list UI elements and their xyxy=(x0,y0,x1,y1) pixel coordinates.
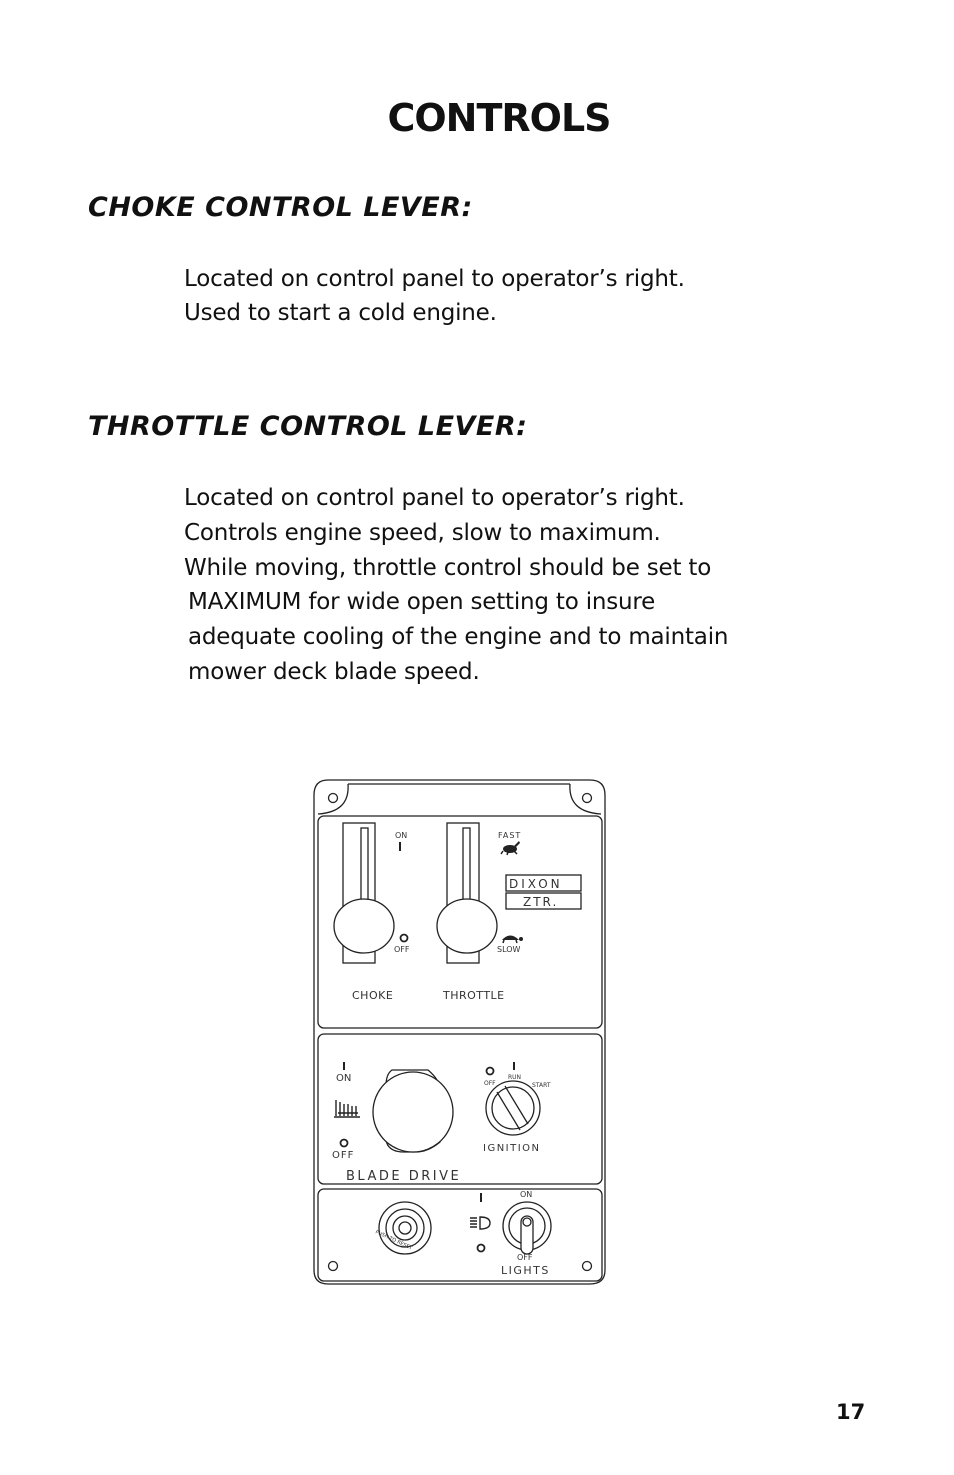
lights-off-indicator xyxy=(478,1245,485,1252)
brand-line2: ZTR. xyxy=(523,895,559,909)
middle-section xyxy=(318,1034,602,1184)
choke-off-indicator xyxy=(401,935,408,942)
brand-line1: DIXON xyxy=(509,877,563,891)
blade-off-indicator xyxy=(341,1140,348,1147)
lights-on-label: ON xyxy=(520,1190,533,1199)
ignition-off-label: OFF xyxy=(484,1080,496,1087)
throttle-knob xyxy=(437,899,497,953)
page-number: 17 xyxy=(836,1400,866,1424)
lights-off-label: OFF xyxy=(517,1253,533,1262)
ignition-label: IGNITION xyxy=(483,1143,541,1154)
throttle-label: THROTTLE xyxy=(443,989,505,1002)
choke-knob xyxy=(334,899,394,953)
blade-off-label: OFF xyxy=(332,1150,355,1161)
throttle-text-line: While moving, throttle control should be set to xyxy=(184,555,712,581)
ignition-switch xyxy=(486,1081,540,1135)
headlight-icon xyxy=(470,1217,490,1229)
control-panel-diagram xyxy=(310,778,610,1288)
throttle-text-line: adequate cooling of the engine and to maintain xyxy=(188,624,729,650)
screw-icon xyxy=(329,794,338,803)
blade-drive-icon xyxy=(334,1100,360,1117)
page-title: CONTROLS xyxy=(387,96,611,140)
throttle-text-line: mower deck blade speed. xyxy=(188,659,480,685)
blade-on-label: ON xyxy=(336,1073,352,1084)
choke-on-label: ON xyxy=(395,831,408,840)
panel-outline xyxy=(314,780,605,1284)
throttle-text-line: Located on control panel to operator’s right. xyxy=(184,485,685,511)
reset-label: PUSH TO RESET xyxy=(374,1229,413,1252)
throttle-text-line: MAXIMUM for wide open setting to insure xyxy=(188,589,656,615)
throttle-heading: THROTTLE CONTROL LEVER: xyxy=(88,411,528,442)
ignition-start-label: START xyxy=(532,1082,551,1089)
panel-top-inner xyxy=(318,784,601,814)
screw-icon xyxy=(329,1262,338,1271)
throttle-slow-label: SLOW xyxy=(497,945,521,954)
ignition-off-indicator xyxy=(487,1068,494,1075)
throttle-fast-label: FAST xyxy=(498,831,522,840)
ignition-run-label: RUN xyxy=(508,1074,522,1081)
choke-heading: CHOKE CONTROL LEVER: xyxy=(88,192,473,223)
choke-text-line: Located on control panel to operator’s right. xyxy=(184,266,685,292)
bottom-section xyxy=(318,1189,602,1281)
rabbit-icon xyxy=(501,841,520,855)
lights-label: LIGHTS xyxy=(501,1264,550,1277)
turtle-icon xyxy=(502,936,523,944)
choke-off-label: OFF xyxy=(394,945,410,954)
throttle-text-line: Controls engine speed, slow to maximum. xyxy=(184,520,661,546)
screw-icon xyxy=(583,794,592,803)
choke-text-line: Used to start a cold engine. xyxy=(184,300,497,326)
choke-label: CHOKE xyxy=(352,989,394,1002)
blade-drive-label: BLADE DRIVE xyxy=(346,1169,462,1184)
screw-icon xyxy=(583,1262,592,1271)
